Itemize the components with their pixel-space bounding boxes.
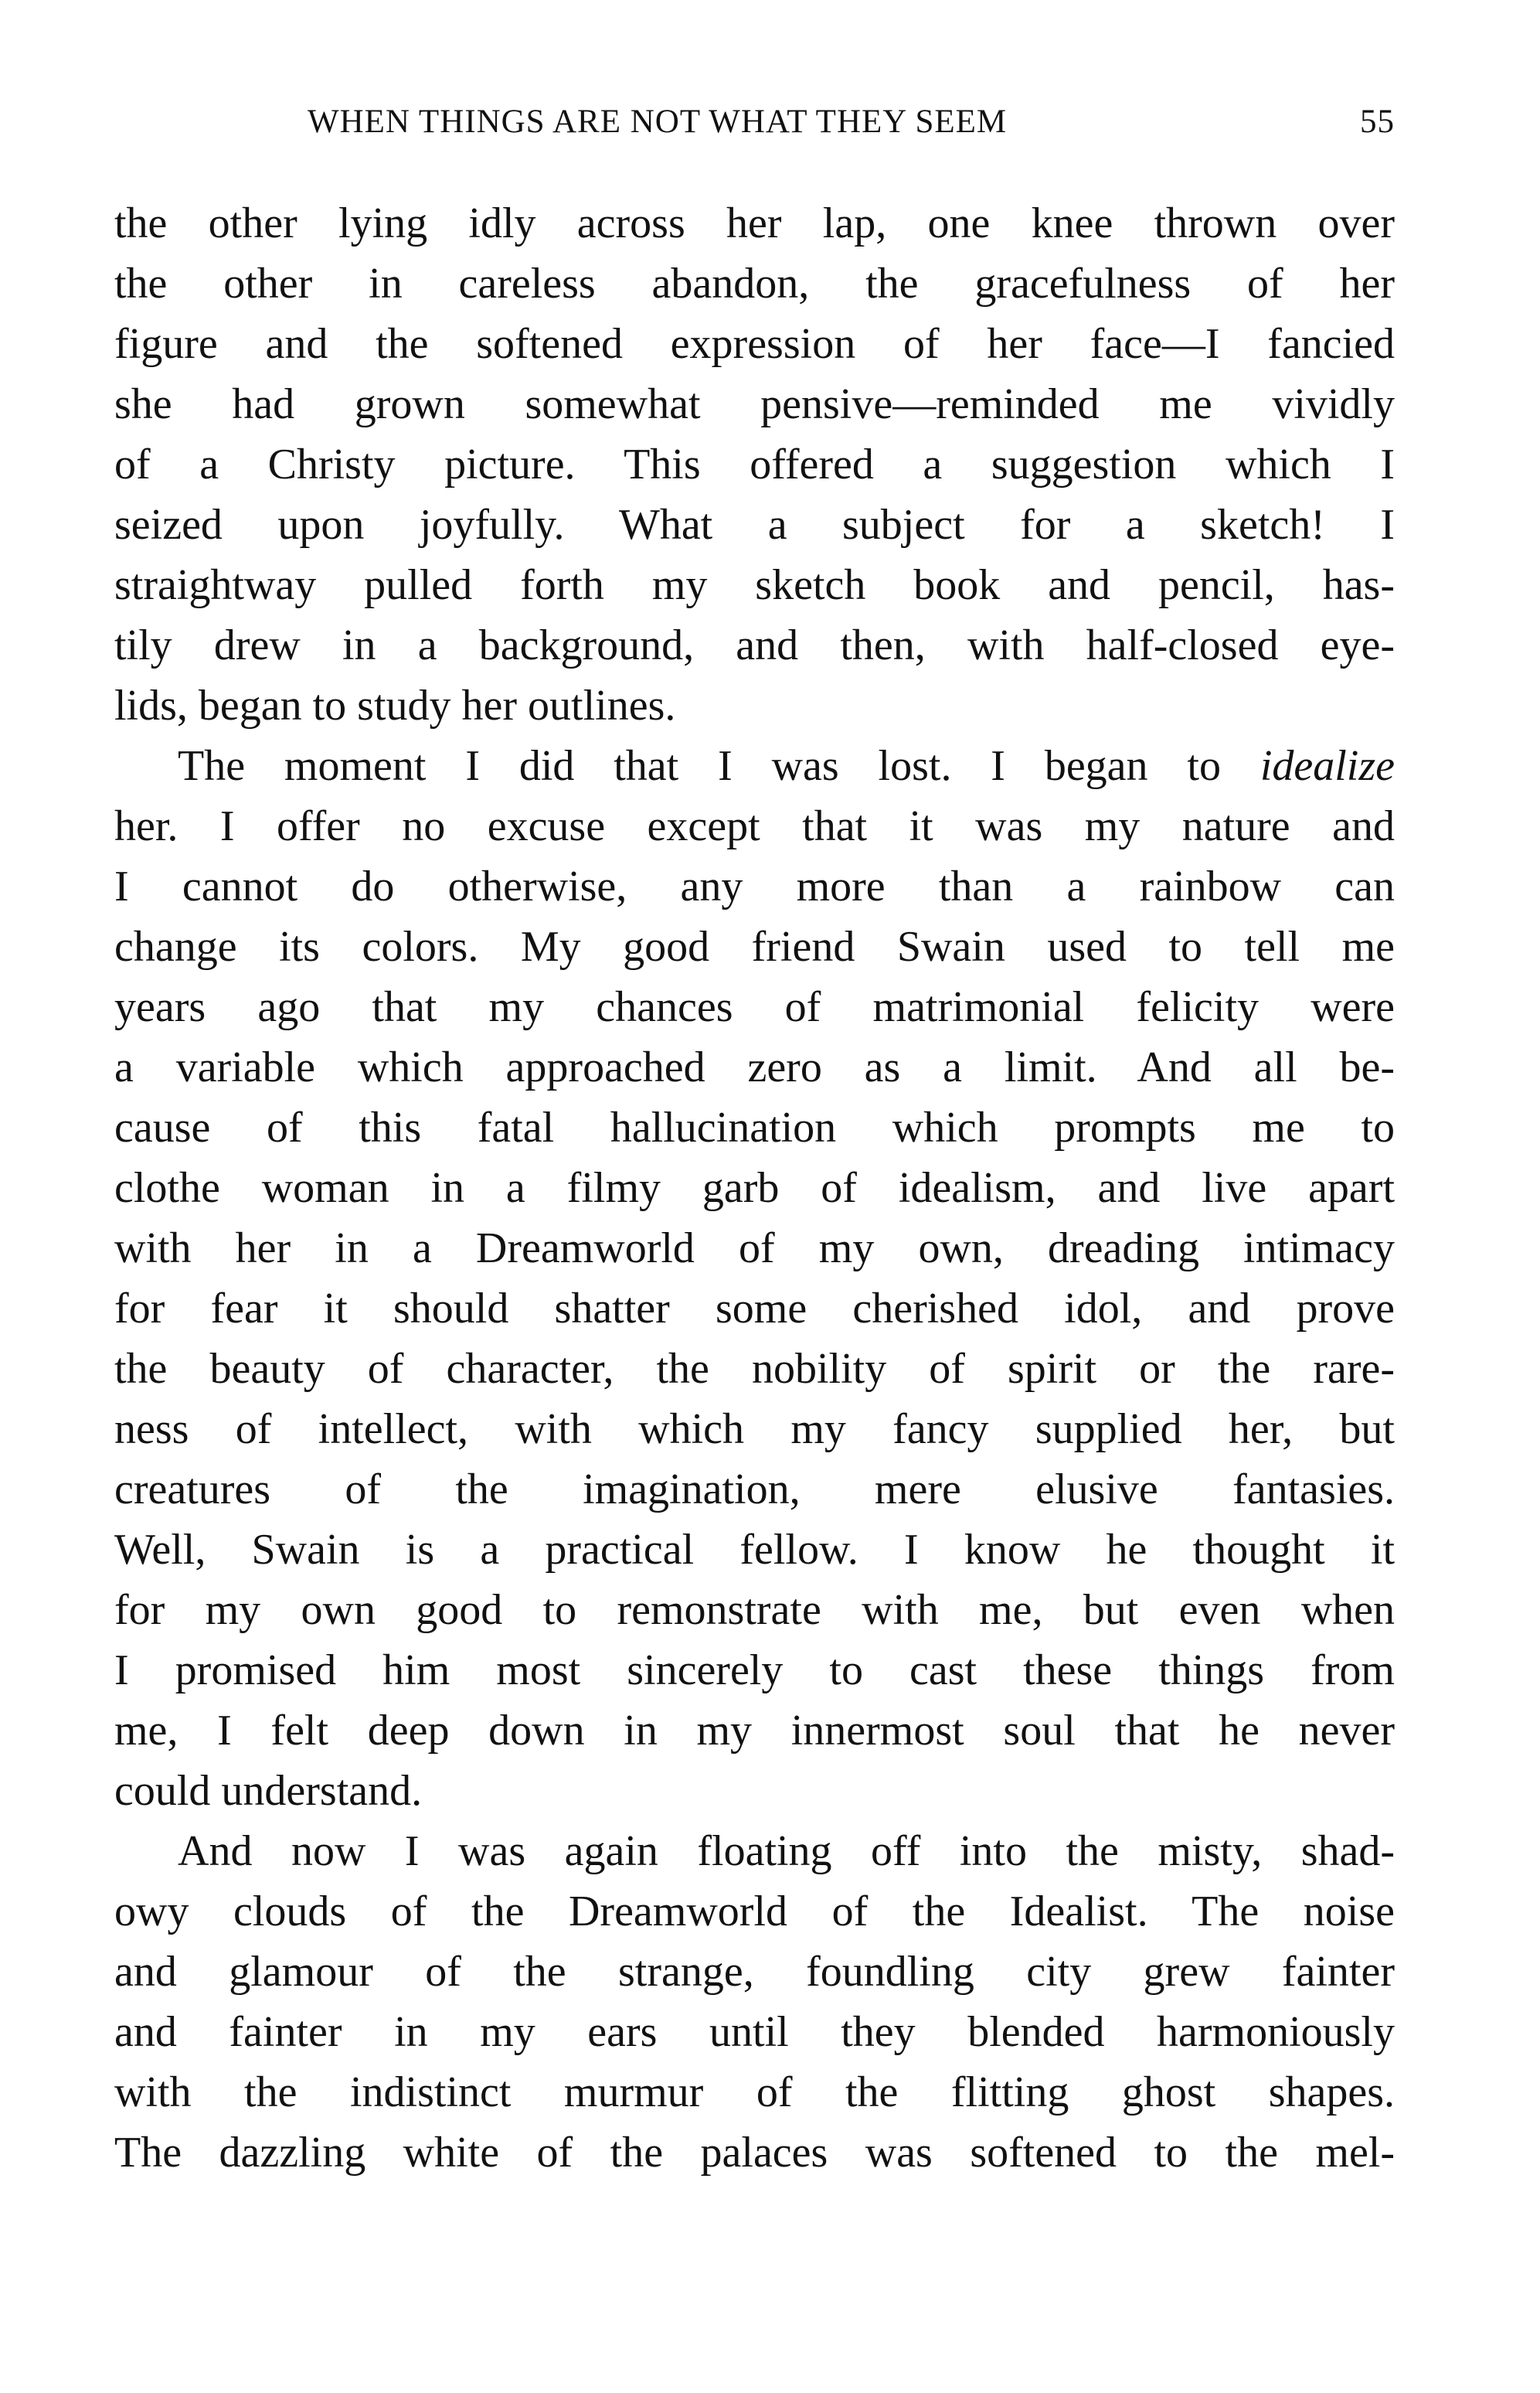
paragraph-2-line-9: with her in a Dreamworld of my own, dreading intimacy bbox=[114, 1224, 1395, 1272]
paragraph-2-line-15: for my own good to remonstrate with me, but even when bbox=[114, 1586, 1395, 1634]
paragraph-1-line-8: tily drew in a background, and then, with half-closed eye- bbox=[114, 621, 1395, 669]
paragraph-2-line-12: ness of intellect, with which my fancy supplied her, but bbox=[114, 1405, 1395, 1453]
page-number: 55 bbox=[1360, 104, 1395, 140]
paragraph-3-line-5: with the indistinct murmur of the flitting ghost shapes. bbox=[114, 2068, 1395, 2116]
paragraph-1-line-1: the other lying idly across her lap, one knee thrown over bbox=[114, 199, 1395, 247]
paragraph-2-line-16: I promised him most sincerely to cast these things from bbox=[114, 1646, 1395, 1694]
paragraph-3-line-3: and glamour of the strange, foundling city grew fainter bbox=[114, 1948, 1395, 1996]
paragraph-1-line-9: lids, began to study her outlines. bbox=[114, 682, 676, 730]
paragraph-2-line-1-text: The moment I did that I was lost. I began to bbox=[178, 742, 1221, 790]
paragraph-2-line-4: change its colors. My good friend Swain used to tell me bbox=[114, 923, 1395, 971]
paragraph-1-line-7: straightway pulled forth my sketch book and pencil, has- bbox=[114, 561, 1395, 609]
paragraph-1-line-3: figure and the softened expression of her face—I fancied bbox=[114, 320, 1395, 368]
paragraph-2-line-11: the beauty of character, the nobility of spirit or the rare- bbox=[114, 1345, 1395, 1393]
paragraph-2-line-13: creatures of the imagination, mere elusive fantasies. bbox=[114, 1465, 1395, 1513]
paragraph-1-line-4: she had grown somewhat pensive—reminded me vividly bbox=[114, 380, 1395, 428]
paragraph-1-line-5: of a Christy picture. This offered a suggestion which I bbox=[114, 441, 1395, 488]
paragraph-2-line-8: clothe woman in a filmy garb of idealism, and live apart bbox=[114, 1164, 1395, 1212]
paragraph-2-line-1 bbox=[114, 736, 1395, 796]
paragraph-2-line-18: could understand. bbox=[114, 1767, 423, 1815]
paragraph-2-line-17: me, I felt deep down in my innermost soul that he never bbox=[114, 1707, 1395, 1755]
paragraph-3-line-4: and fainter in my ears until they blended harmoniously bbox=[114, 2008, 1395, 2056]
paragraph-3-line-2: owy clouds of the Dreamworld of the Idealist. The noise bbox=[114, 1888, 1395, 1935]
paragraph-2-line-10: for fear it should shatter some cherished idol, and prove bbox=[114, 1285, 1395, 1333]
paragraph-2-line-7: cause of this fatal hallucination which prompts me to bbox=[114, 1104, 1395, 1152]
paragraph-3-line-1: And now I was again floating off into the misty, shad- bbox=[178, 1827, 1395, 1875]
paragraph-1-line-6: seized upon joyfully. What a subject for a sketch! I bbox=[114, 501, 1395, 549]
paragraph-2-line-14: Well, Swain is a practical fellow. I know he thought it bbox=[114, 1526, 1395, 1574]
body-text bbox=[114, 193, 1395, 2183]
italic-word: idealize bbox=[1260, 742, 1396, 790]
paragraph-1-line-2: the other in careless abandon, the gracefulness of her bbox=[114, 260, 1395, 308]
running-head bbox=[114, 103, 1395, 149]
paragraph-2-line-6: a variable which approached zero as a limit. And all be- bbox=[114, 1043, 1395, 1091]
paragraph-2-line-5: years ago that my chances of matrimonial felicity were bbox=[114, 983, 1395, 1031]
paragraph-3-line-6: The dazzling white of the palaces was softened to the mel- bbox=[114, 2129, 1395, 2177]
running-title: WHEN THINGS ARE NOT WHAT THEY SEEM bbox=[308, 104, 1008, 140]
paragraph-2-line-2: her. I offer no excuse except that it was my nature and bbox=[114, 802, 1395, 850]
paragraph-2-line-3: I cannot do otherwise, any more than a rainbow can bbox=[114, 863, 1395, 911]
